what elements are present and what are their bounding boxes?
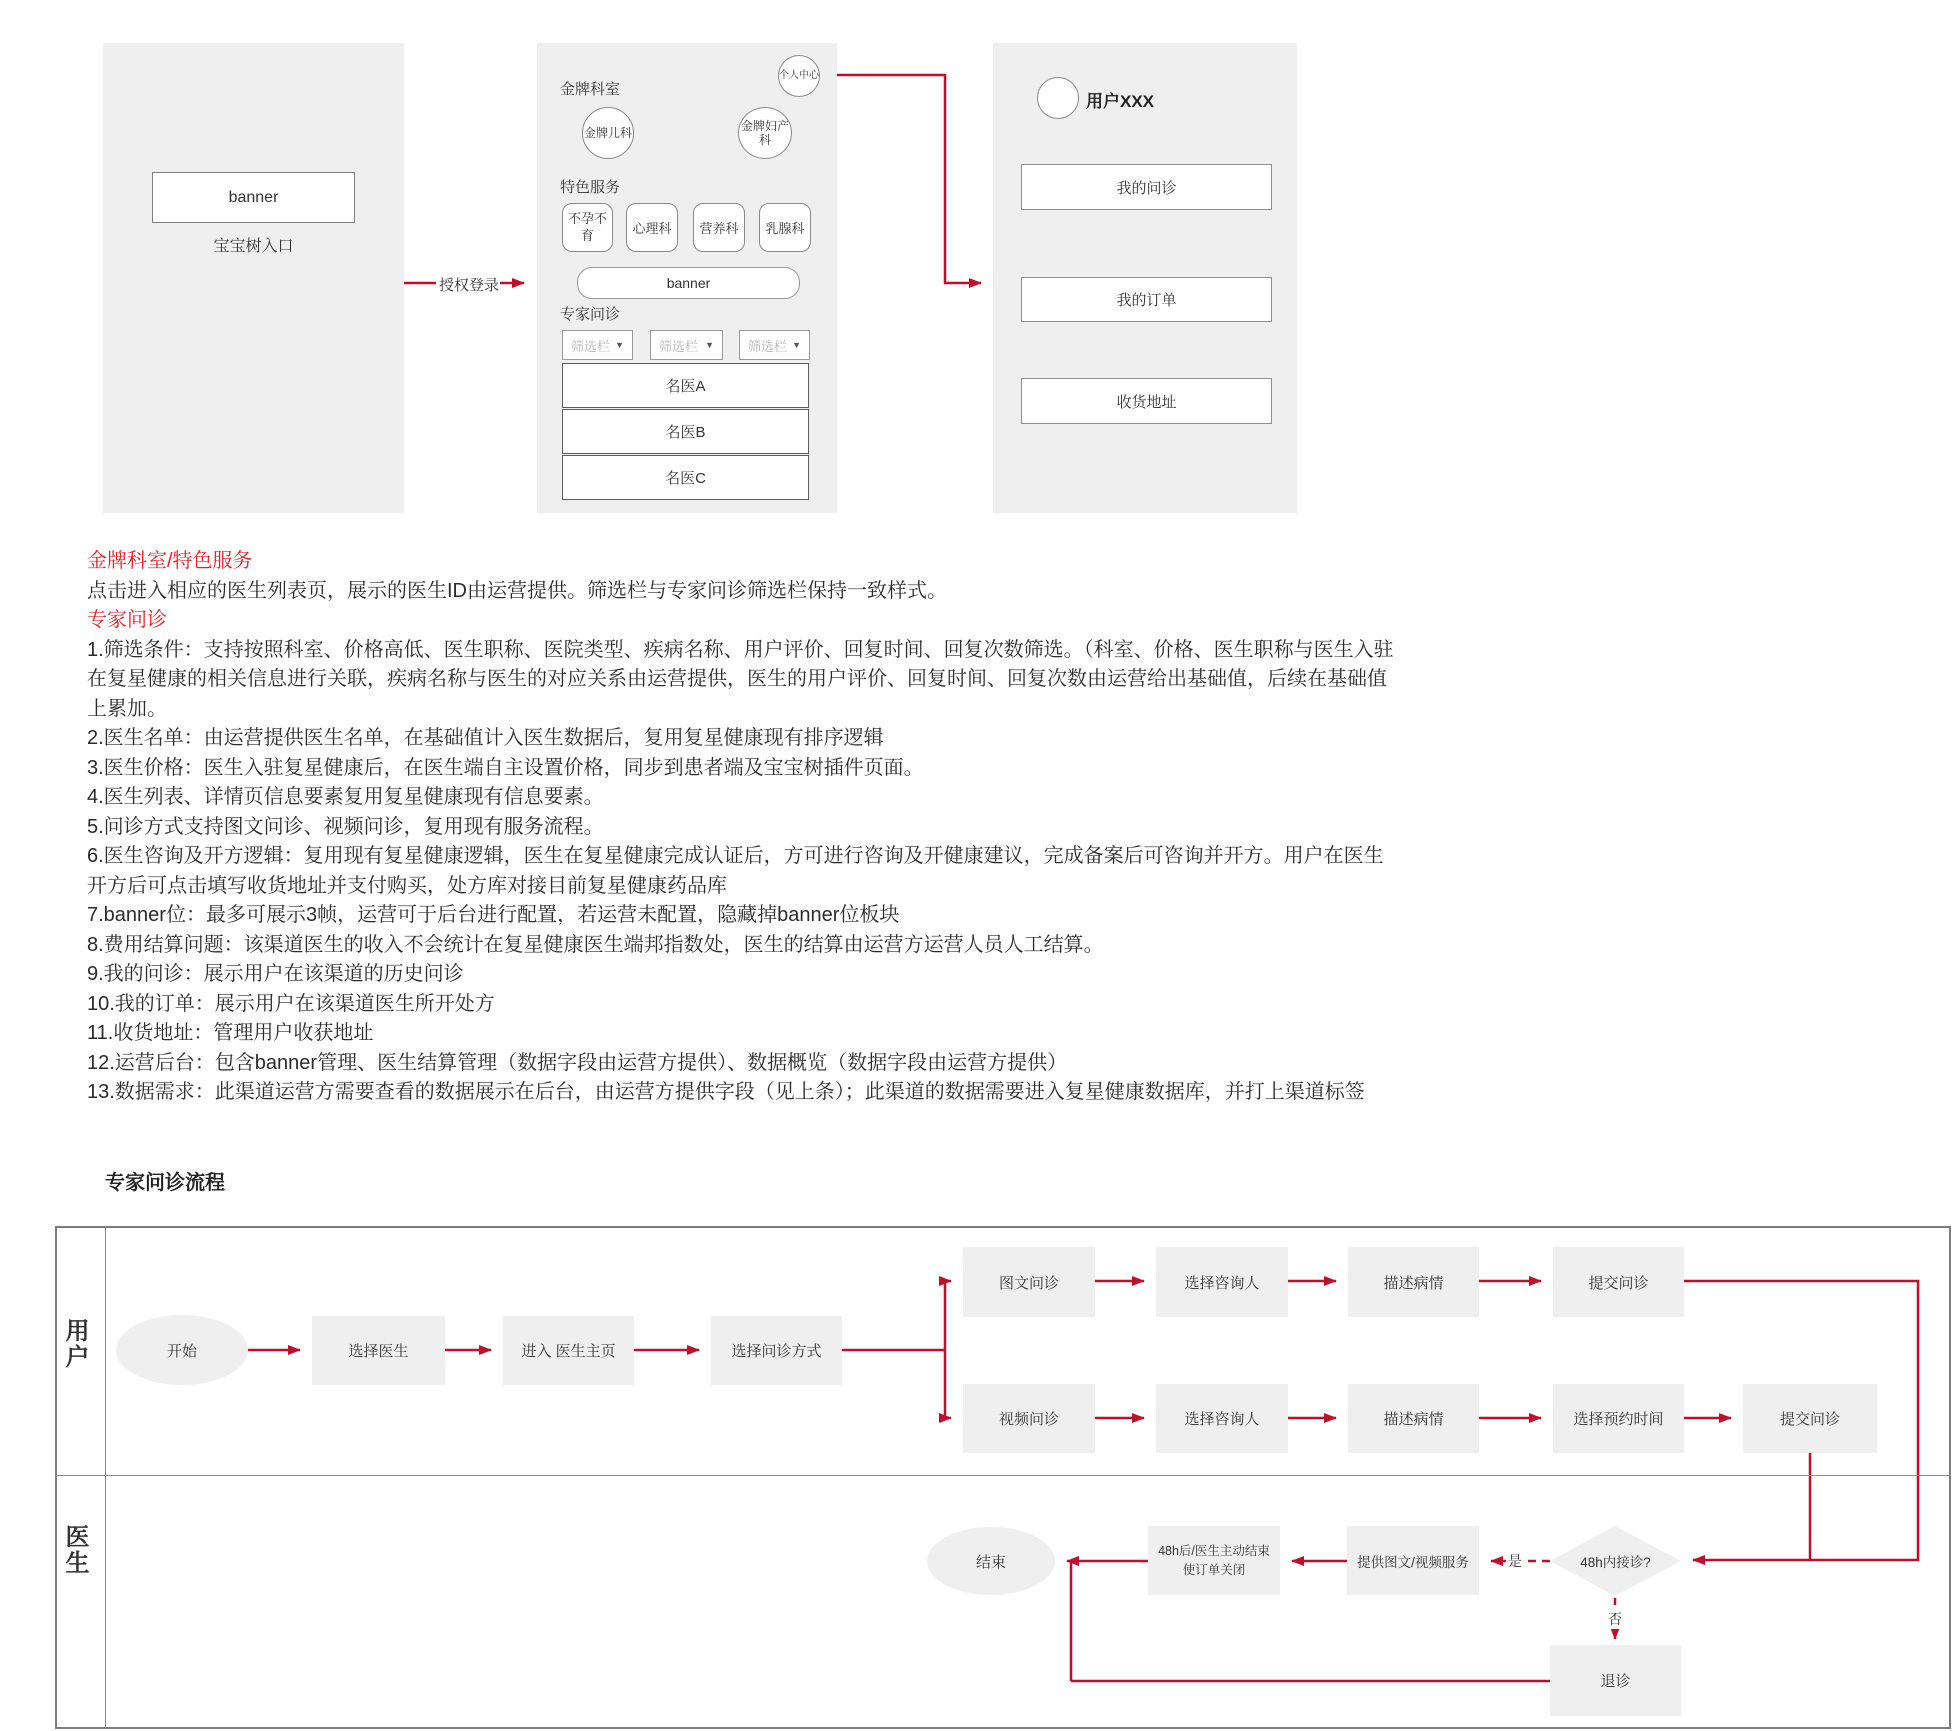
- notes-para-gold: 点击进入相应的医生列表页，展示的医生ID由运营提供。筛选栏与专家问诊筛选栏保持一致样式。: [87, 579, 947, 602]
- filter-dropdown-1[interactable]: [562, 330, 633, 360]
- note-item-11: 11.收货地址：管理用户收获地址: [87, 1022, 374, 1044]
- flow-node-accept-decision: 48h内接诊?: [1580, 1555, 1651, 1570]
- note-item-6: 6.医生咨询及开方逻辑：复用现有复星健康逻辑，医生在复星健康完成认证后，方可进行咨询及开健康建议，完成备案后可咨询并开方。用户在医生开方后可点击填写收货地址并支付购买，处方库对接目前复星健康药品库: [87, 845, 1384, 897]
- lane-label-doctor: 医生: [61, 1524, 88, 1576]
- flow-node-text-consult: 图文问诊: [963, 1247, 1095, 1317]
- flow-node-choose-time: 选择预约时间: [1553, 1384, 1684, 1453]
- lane-divider: [55, 1475, 1951, 1476]
- note-item-4: 4.医生列表、详情页信息要素复用复星健康现有信息要素。: [87, 786, 604, 808]
- flow-node-start: 开始: [116, 1315, 248, 1385]
- avatar: [1037, 77, 1079, 119]
- shipping-address-button[interactable]: 收货地址: [1021, 378, 1272, 424]
- flow-node-video-consult: 视频问诊: [963, 1384, 1095, 1453]
- service-infertility-button[interactable]: 不孕不育: [562, 203, 613, 252]
- flow-node-close-order: 48h后/医生主动结束使订单关闭: [1148, 1526, 1280, 1595]
- note-item-9: 9.我的问诊：展示用户在该渠道的历史问诊: [87, 963, 464, 985]
- babytree-caption: 宝宝树入口: [213, 238, 294, 255]
- plugin-home-panel: [537, 43, 837, 513]
- plugin-banner[interactable]: banner: [577, 267, 800, 299]
- flow-node-describe-2: 描述病情: [1348, 1384, 1479, 1453]
- flow-node-choose-mode: 选择问诊方式: [711, 1316, 842, 1385]
- filter-dropdown-3-label: 筛选栏: [748, 338, 788, 354]
- babytree-banner[interactable]: banner: [152, 172, 355, 223]
- featured-title: 特色服务: [560, 179, 621, 196]
- note-item-3: 3.医生价格：医生入驻复星健康后，在医生端自主设置价格，同步到患者端及宝宝树插件页面。: [87, 756, 924, 779]
- service-psychology-button[interactable]: 心理科: [626, 203, 678, 252]
- flow-node-choose-doctor: 选择医生: [312, 1316, 445, 1385]
- note-item-8: 8.费用结算问题：该渠道医生的收入不会统计在复星健康医生端邦指数处，医生的结算由运营方运营人员人工结算。: [87, 933, 1104, 956]
- doctor-row-b[interactable]: 名医B: [562, 409, 809, 454]
- note-item-7: 7.banner位：最多可展示3帧，运营可于后台进行配置，若运营未配置，隐藏掉banner位板块: [87, 904, 900, 926]
- chevron-down-icon: ▼: [705, 340, 714, 350]
- notes-heading-expert: 专家问诊: [87, 609, 167, 631]
- profile-panel: [993, 43, 1297, 513]
- flow-title: 专家问诊流程: [105, 1172, 225, 1194]
- username-label: 用户XXX: [1086, 92, 1155, 111]
- lane-label-user: 用户: [61, 1318, 88, 1370]
- filter-dropdown-2[interactable]: [650, 330, 723, 360]
- expert-consult-title: 专家问诊: [560, 306, 621, 323]
- notes-block: [87, 547, 1402, 1108]
- my-consultations-button[interactable]: 我的问诊: [1021, 164, 1272, 210]
- babytree-entry-panel: [103, 43, 404, 513]
- service-breast-button[interactable]: 乳腺科: [759, 203, 811, 252]
- flow-node-end: 结束: [927, 1527, 1055, 1595]
- filter-dropdown-2-label: 筛选栏: [659, 338, 699, 354]
- edge-label-no: 否: [1608, 1611, 1622, 1627]
- doctor-row-a[interactable]: 名医A: [562, 363, 809, 408]
- flow-node-submit-2: 提交问诊: [1743, 1384, 1877, 1453]
- note-item-12: 12.运营后台：包含banner管理、医生结算管理（数据字段由运营方提供）、数据概览（数据字段由运营方提供）: [87, 1051, 1068, 1074]
- gold-pediatrics-button[interactable]: 金牌儿科: [582, 107, 634, 159]
- flow-node-doctor-home: 进入 医生主页: [503, 1316, 634, 1385]
- doctor-row-c[interactable]: 名医C: [562, 455, 809, 500]
- gold-dept-title: 金牌科室: [560, 81, 621, 98]
- flow-node-provide-service: 提供图文/视频服务: [1347, 1526, 1479, 1595]
- auth-login-label: 授权登录: [439, 277, 500, 294]
- notes-heading-gold: 金牌科室/特色服务: [87, 550, 253, 572]
- chevron-down-icon: ▼: [615, 340, 624, 350]
- service-nutrition-button[interactable]: 营养科: [693, 203, 745, 252]
- filter-dropdown-3[interactable]: [739, 330, 810, 360]
- my-orders-button[interactable]: 我的订单: [1021, 277, 1272, 322]
- note-item-10: 10.我的订单：展示用户在该渠道医生所开处方: [87, 992, 495, 1015]
- personal-center-button[interactable]: 个人中心: [778, 55, 820, 97]
- note-item-13: 13.数据需求：此渠道运营方需要查看的数据展示在后台，由运营方提供字段（见上条）；此渠道的数据需要进入复星健康数据库，并打上渠道标签: [87, 1081, 1365, 1103]
- flow-node-choose-consultant-1: 选择咨询人: [1156, 1247, 1288, 1317]
- note-item-2: 2.医生名单：由运营提供医生名单，在基础值计入医生数据后，复用复星健康现有排序逻辑: [87, 727, 884, 749]
- note-item-5: 5.问诊方式支持图文问诊、视频问诊，复用现有服务流程。: [87, 815, 604, 838]
- note-item-1: 1.筛选条件：支持按照科室、价格高低、医生职称、医院类型、疾病名称、用户评价、回复时间、回复次数筛选。（科室、价格、医生职称与医生入驻在复星健康的相关信息进行关联，疾病名称与医生的对应关系由运营提供，医生的用户评价、回复时间、回复次数由运营给出基础值，后续在基础值上累加。: [87, 638, 1394, 720]
- flow-node-submit-1: 提交问诊: [1553, 1247, 1684, 1317]
- edge-label-yes: 是: [1508, 1553, 1522, 1569]
- flow-node-describe-1: 描述病情: [1348, 1247, 1479, 1317]
- flow-node-refuse: 退诊: [1550, 1645, 1681, 1716]
- chevron-down-icon: ▼: [792, 340, 801, 350]
- gold-obstetrics-button[interactable]: 金牌妇产科: [738, 107, 792, 159]
- filter-dropdown-1-label: 筛选栏: [571, 338, 611, 354]
- flow-node-choose-consultant-2: 选择咨询人: [1156, 1384, 1288, 1453]
- lane-label-divider: [105, 1226, 106, 1729]
